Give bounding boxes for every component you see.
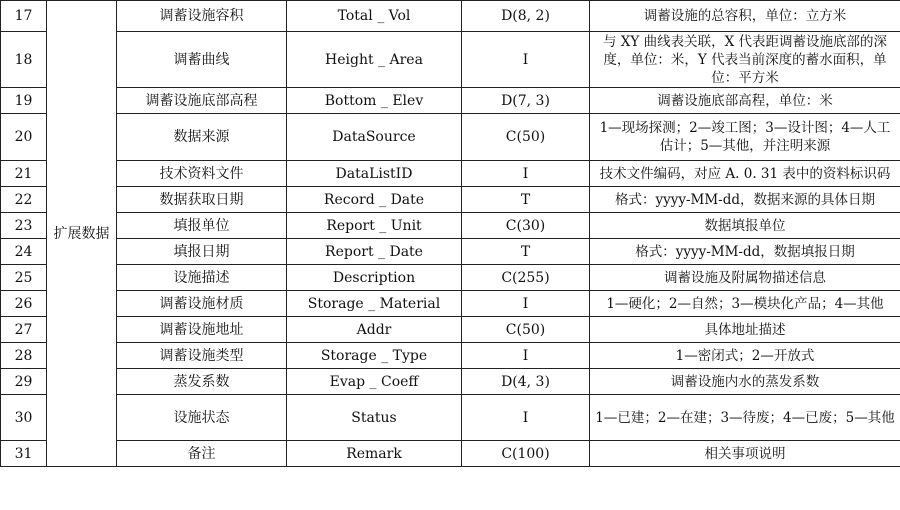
row-number: 23 bbox=[1, 213, 47, 239]
field-description: 格式：yyyy-MM-dd，数据来源的具体日期 bbox=[590, 187, 900, 213]
field-type: D(7, 3) bbox=[462, 88, 590, 114]
row-number: 28 bbox=[1, 343, 47, 369]
table-row bbox=[1, 1, 900, 32]
row-number: 25 bbox=[1, 265, 47, 291]
field-type: C(50) bbox=[462, 317, 590, 343]
field-name-cn: 调蓄设施容积 bbox=[117, 1, 287, 32]
field-type: C(100) bbox=[462, 441, 590, 467]
field-description: 格式：yyyy-MM-dd，数据填报日期 bbox=[590, 239, 900, 265]
table-row bbox=[1, 239, 900, 265]
field-description: 与 XY 曲线表关联，X 代表距调蓄设施底部的深度，单位：米，Y 代表当前深度的蓄水面积，单位：平方米 bbox=[590, 32, 900, 88]
table-row bbox=[1, 32, 900, 88]
field-description: 具体地址描述 bbox=[590, 317, 900, 343]
row-number: 29 bbox=[1, 369, 47, 395]
field-code: Height _ Area bbox=[287, 32, 462, 88]
field-type: T bbox=[462, 187, 590, 213]
field-name-cn: 备注 bbox=[117, 441, 287, 467]
field-description: 调蓄设施底部高程，单位：米 bbox=[590, 88, 900, 114]
field-description: 调蓄设施内水的蒸发系数 bbox=[590, 369, 900, 395]
field-type: T bbox=[462, 239, 590, 265]
field-name-cn: 填报单位 bbox=[117, 213, 287, 239]
field-code: Record _ Date bbox=[287, 187, 462, 213]
field-name-cn: 调蓄设施类型 bbox=[117, 343, 287, 369]
row-number: 24 bbox=[1, 239, 47, 265]
row-number: 30 bbox=[1, 395, 47, 441]
field-name-cn: 技术资料文件 bbox=[117, 161, 287, 187]
field-name-cn: 数据获取日期 bbox=[117, 187, 287, 213]
field-description: 1—已建；2—在建；3—待废；4—已废；5—其他 bbox=[590, 395, 900, 441]
field-code: DataSource bbox=[287, 114, 462, 161]
field-name-cn: 数据来源 bbox=[117, 114, 287, 161]
field-name-cn: 设施状态 bbox=[117, 395, 287, 441]
table-row bbox=[1, 343, 900, 369]
table-row bbox=[1, 213, 900, 239]
field-code: Status bbox=[287, 395, 462, 441]
field-code: Bottom _ Elev bbox=[287, 88, 462, 114]
field-code: Report _ Date bbox=[287, 239, 462, 265]
row-number: 22 bbox=[1, 187, 47, 213]
table-row bbox=[1, 114, 900, 161]
field-name-cn: 填报日期 bbox=[117, 239, 287, 265]
field-description: 1—硬化；2—自然；3—模块化产品；4—其他 bbox=[590, 291, 900, 317]
field-type: I bbox=[462, 343, 590, 369]
field-type: I bbox=[462, 161, 590, 187]
field-type: D(4, 3) bbox=[462, 369, 590, 395]
table-row bbox=[1, 88, 900, 114]
field-code: Storage _ Material bbox=[287, 291, 462, 317]
field-description: 调蓄设施及附属物描述信息 bbox=[590, 265, 900, 291]
row-number: 26 bbox=[1, 291, 47, 317]
table-row bbox=[1, 161, 900, 187]
field-type: D(8, 2) bbox=[462, 1, 590, 32]
table-row bbox=[1, 395, 900, 441]
field-name-cn: 蒸发系数 bbox=[117, 369, 287, 395]
table-row bbox=[1, 441, 900, 467]
table-row bbox=[1, 265, 900, 291]
row-number: 21 bbox=[1, 161, 47, 187]
table-row bbox=[1, 369, 900, 395]
field-code: Remark bbox=[287, 441, 462, 467]
row-number: 19 bbox=[1, 88, 47, 114]
field-description: 相关事项说明 bbox=[590, 441, 900, 467]
field-type: C(30) bbox=[462, 213, 590, 239]
field-name-cn: 调蓄设施材质 bbox=[117, 291, 287, 317]
field-name-cn: 调蓄曲线 bbox=[117, 32, 287, 88]
field-description: 1—现场探测；2—竣工图；3—设计图；4—人工估计；5—其他，并注明来源 bbox=[590, 114, 900, 161]
row-number: 20 bbox=[1, 114, 47, 161]
field-name-cn: 调蓄设施地址 bbox=[117, 317, 287, 343]
field-code: Evap _ Coeff bbox=[287, 369, 462, 395]
table-row bbox=[1, 317, 900, 343]
field-code: Description bbox=[287, 265, 462, 291]
field-code: DataListID bbox=[287, 161, 462, 187]
field-description: 1—密闭式；2—开放式 bbox=[590, 343, 900, 369]
field-code: Report _ Unit bbox=[287, 213, 462, 239]
field-code: Storage _ Type bbox=[287, 343, 462, 369]
field-name-cn: 设施描述 bbox=[117, 265, 287, 291]
row-number: 18 bbox=[1, 32, 47, 88]
field-type: I bbox=[462, 395, 590, 441]
row-number: 31 bbox=[1, 441, 47, 467]
field-type: C(50) bbox=[462, 114, 590, 161]
field-description: 调蓄设施的总容积，单位：立方米 bbox=[590, 1, 900, 32]
field-description: 技术文件编码，对应 A. 0. 31 表中的资料标识码 bbox=[590, 161, 900, 187]
table-row bbox=[1, 291, 900, 317]
field-code: Addr bbox=[287, 317, 462, 343]
field-type: I bbox=[462, 32, 590, 88]
category-cell: 扩展数据 bbox=[47, 1, 117, 467]
field-name-cn: 调蓄设施底部高程 bbox=[117, 88, 287, 114]
table-row bbox=[1, 187, 900, 213]
row-number: 17 bbox=[1, 1, 47, 32]
field-type: C(255) bbox=[462, 265, 590, 291]
field-description: 数据填报单位 bbox=[590, 213, 900, 239]
field-code: Total _ Vol bbox=[287, 1, 462, 32]
field-type: I bbox=[462, 291, 590, 317]
row-number: 27 bbox=[1, 317, 47, 343]
